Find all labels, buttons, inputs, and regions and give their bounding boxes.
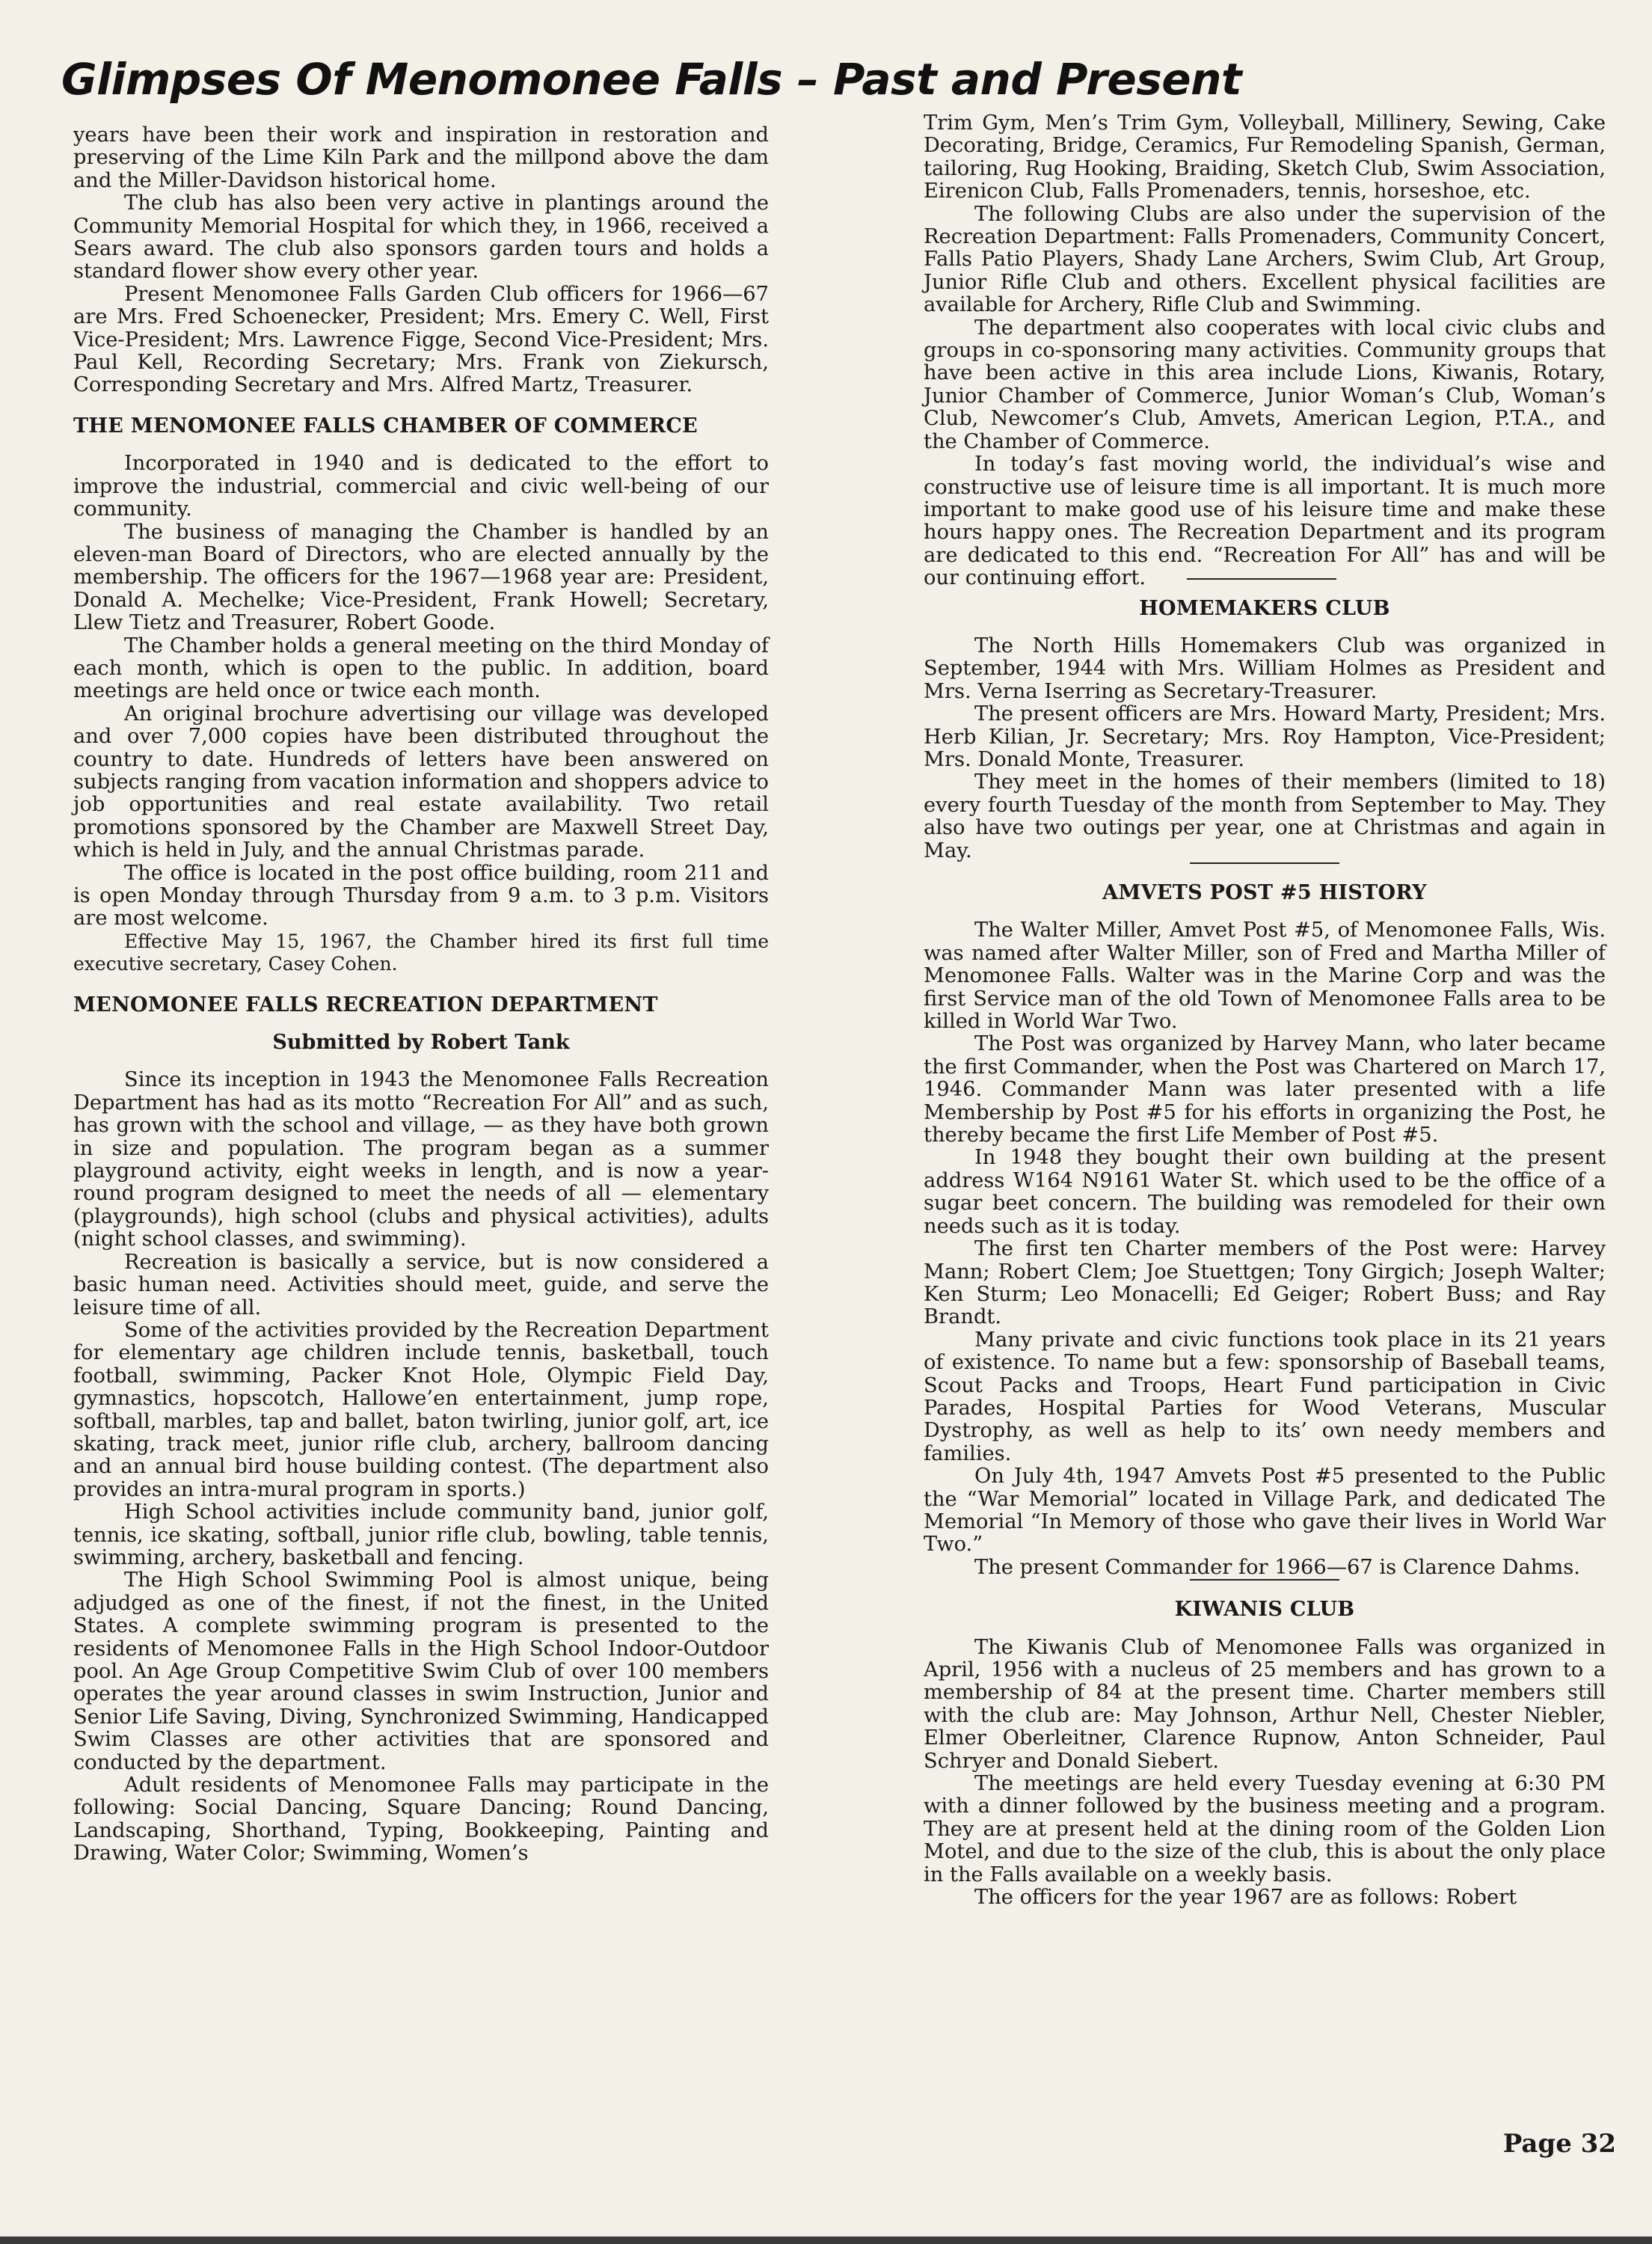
recreation-paragraph: Since its inception in 1943 the Menomonee Falls Recreation Department has had as its motto “Recreation For All” and as such, has grown with the school and village, — as they have both grown in size and population. The program began as a summer playground activity, eight weeks in length, and is now a year-round program designed to meet the needs of all — elementary (playgrounds), high school (clubs and physical activities), adults (night school classes, and swimming). bbox=[73, 1068, 769, 1251]
section-divider bbox=[1187, 578, 1336, 580]
amvets-paragraph: On July 4th, 1947 Amvets Post #5 presented to the Public the “War Memorial” located in Village Park, and dedicated The Memorial “In Memory of those who gave their lives in World War Two.” bbox=[924, 1465, 1606, 1557]
homemakers-heading: HOMEMAKERS CLUB bbox=[1139, 596, 1390, 620]
recreation-paragraph: Some of the activities provided by the Recreation Department for elementary age children include tennis, basketball, touch football, swimming, Packer Knot Hole, Olympic Field Day, gymnastics, hopscotch, Hallowe’en entertainment, jump rope, softball, marbles, tap and ballet, baton twirling, junior golf, art, ice skating, track meet, junior rifle club, archery, ballroom dancing and an annual bird house building contest. (The department also provides an intra-mural program in sports.) bbox=[73, 1318, 769, 1501]
amvets-paragraph: In 1948 they bought their own building at the present address W164 N9161 Water St. which used to be the office of a sugar beet concern. The building was remodeled for their own needs such as it is today. bbox=[924, 1146, 1606, 1238]
garden-club-paragraph: Present Menomonee Falls Garden Club officers for 1966—67 are Mrs. Fred Schoenecker, President; Mrs. Emery C. Well, First Vice-President; Mrs. Lawrence Figge, Second Vice-President; Mrs. Paul Kell, Recording Secretary; Mrs. Frank von Ziekursch, Corresponding Secretary and Mrs. Alfred Martz, Treasurer. bbox=[73, 282, 769, 397]
chamber-paragraph: An original brochure advertising our village was developed and over 7,000 copies have been distributed throughout the country to date. Hundreds of letters have been answered on subjects ranging from vacation information and shoppers advice to job opportunities and real estate availability. Two retail promotions sponsored by the Chamber are Maxwell Street Day, which is held in July, and the annual Christmas parade. bbox=[73, 702, 769, 862]
chamber-paragraph: The Chamber holds a general meeting on the third Monday of each month, which is open to the public. In addition, board meetings are held once or twice each month. bbox=[73, 634, 769, 703]
section-divider bbox=[1190, 1579, 1339, 1581]
homemakers-paragraph: The present officers are Mrs. Howard Marty, President; Mrs. Herb Kilian, Jr. Secretary; Mrs. Roy Hampton, Vice-President; Mrs. Donald Monte, Treasurer. bbox=[924, 702, 1606, 771]
chamber-paragraph: Effective May 15, 1967, the Chamber hired its first full time executive secretary, Casey Cohen. bbox=[73, 930, 769, 975]
garden-club-paragraph: The club has also been very active in plantings around the Community Memorial Hospital for which they, in 1966, received a Sears award. The club also sponsors garden tours and holds a standard flower show every other year. bbox=[73, 191, 769, 283]
homemakers-paragraph: They meet in the homes of their members (limited to 18) every fourth Tuesday of the month from September to May. They also have two outings per year, one at Christmas and again in May. bbox=[924, 770, 1606, 862]
garden-club-paragraph: years have been their work and inspiration in restoration and preserving of the Lime Kiln Park and the millpond above the dam and the Miller-Davidson historical home. bbox=[73, 123, 769, 192]
chamber-heading: THE MENOMONEE FALLS CHAMBER OF COMMERCE bbox=[73, 414, 698, 438]
section-divider bbox=[1190, 862, 1339, 864]
amvets-heading: AMVETS POST #5 HISTORY bbox=[1102, 881, 1427, 904]
page-number: Page 32 bbox=[1502, 2129, 1616, 2159]
kiwanis-paragraph: The meetings are held every Tuesday evening at 6:30 PM with a dinner followed by the business meeting and a program. They are at present held at the dining room of the Golden Lion Motel, and due to the size of the club, this is about the only place in the Falls available on a weekly basis. bbox=[924, 1772, 1606, 1886]
recreation-paragraph: The High School Swimming Pool is almost unique, being adjudged as one of the finest, if not the finest, in the United States. A complete swimming program is presented to the residents of Menomonee Falls in the High School Indoor-Outdoor pool. An Age Group Competitive Swim Club of over 100 members operates the year around classes in swim Instruction, Junior and Senior Life Saving, Diving, Synchronized Swimming, Handicapped Swim Classes are other activities that are sponsored and conducted by the department. bbox=[73, 1569, 769, 1774]
amvets-paragraph: The Post was organized by Harvey Mann, who later became the first Commander, when the Post was Chartered on March 17, 1946. Commander Mann was later presented with a life Membership by Post #5 for his efforts in organizing the Post, he thereby became the first Life Member of Post #5. bbox=[924, 1032, 1606, 1147]
kiwanis-paragraph: The officers for the year 1967 are as follows: Robert bbox=[974, 1886, 1517, 1910]
amvets-paragraph: The present Commander for 1966—67 is Clarence Dahms. bbox=[974, 1555, 1580, 1579]
chamber-paragraph: The office is located in the post office building, room 211 and is open Monday through Thursday from 9 a.m. to 3 p.m. Visitors are most welcome. bbox=[73, 861, 769, 931]
left-column bbox=[73, 124, 769, 2151]
amvets-paragraph: The Walter Miller, Amvet Post #5, of Menomonee Falls, Wis. was named after Walter Miller, son of Fred and Martha Miller of Menomonee Falls. Walter was in the Marine Corp and was the first Service man of the old Town of Menomonee Falls area to be killed in World War Two. bbox=[924, 919, 1606, 1034]
recreation-paragraph: Trim Gym, Men’s Trim Gym, Volleyball, Millinery, Sewing, Cake Decorating, Bridge, Ceramics, Fur Remodeling Spanish, German, tailoring, Rug Hooking, Braiding, Sketch Club, Swim Association, Eirenicon Club, Falls Promenaders, tennis, horseshoe, etc. bbox=[924, 111, 1606, 203]
right-column bbox=[924, 112, 1606, 2139]
page-title: Glimpses Of Menomonee Falls – Past and Present bbox=[61, 54, 1242, 105]
recreation-heading: MENOMONEE FALLS RECREATION DEPARTMENT bbox=[73, 993, 658, 1017]
recreation-paragraph: In today’s fast moving world, the individual’s wise and constructive use of leisure time is all important. It is much more important to make good use of his leisure time and make these hours happy ones. The Recreation Department and its program are dedicated to this end. “Recreation For All” has and will be our continuing effort. bbox=[924, 453, 1606, 590]
recreation-paragraph: High School activities include community band, junior golf, tennis, ice skating, softball, junior rifle club, bowling, table tennis, swimming, archery, basketball and fencing. bbox=[73, 1500, 769, 1569]
kiwanis-paragraph: The Kiwanis Club of Menomonee Falls was organized in April, 1956 with a nucleus of 25 members and has grown to a membership of 84 at the present time. Charter members still with the club are: May Johnson, Arthur Nell, Chester Niebler, Elmer Oberleitner, Clarence Rupnow, Anton Schneider, Paul Schryer and Donald Siebert. bbox=[924, 1635, 1606, 1773]
chamber-paragraph: Incorporated in 1940 and is dedicated to the effort to improve the industrial, commercial and civic well-being of our community. bbox=[73, 452, 769, 521]
amvets-paragraph: The first ten Charter members of the Post were: Harvey Mann; Robert Clem; Joe Stuettgen; Tony Girgich; Joseph Walter; Ken Sturm; Leo Monacelli; Ed Geiger; Robert Buss; and Ray Brandt. bbox=[924, 1237, 1606, 1329]
homemakers-paragraph: The North Hills Homemakers Club was organized in September, 1944 with Mrs. William Holmes as President and Mrs. Verna Iserring as Secretary-Treasurer. bbox=[924, 634, 1606, 703]
recreation-paragraph: Recreation is basically a service, but is now considered a basic human need. Activities should meet, guide, and serve the leisure time of all. bbox=[73, 1250, 769, 1319]
page-bottom-edge bbox=[0, 2237, 1652, 2244]
chamber-paragraph: The business of managing the Chamber is handled by an eleven-man Board of Directors, who are elected annually by the membership. The officers for the 1967—1968 year are: President, Donald A. Mechelke; Vice-President, Frank Howell; Secretary, Llew Tietz and Treasurer, Robert Goode. bbox=[73, 520, 769, 635]
recreation-paragraph: The following Clubs are also under the supervision of the Recreation Department: Falls Promenaders, Community Concert, Falls Patio Players, Shady Lane Archers, Swim Club, Art Group, Junior Rifle Club and others. Excellent physical facilities are available for Archery, Rifle Club and Swimming. bbox=[924, 202, 1606, 317]
recreation-paragraph: Adult residents of Menomonee Falls may participate in the following: Social Dancing, Square Dancing; Round Dancing, Landscaping, Shorthand, Typing, Bookkeeping, Painting and Drawing, Water Color; Swimming, Women’s bbox=[73, 1774, 769, 1866]
recreation-byline: Submitted by Robert Tank bbox=[272, 1031, 570, 1055]
kiwanis-heading: KIWANIS CLUB bbox=[1174, 1598, 1355, 1622]
recreation-paragraph: The department also cooperates with local civic clubs and groups in co-sponsoring many activities. Community groups that have been active in this area include Lions, Kiwanis, Rotary, Junior Chamber of Commerce, Junior Woman’s Club, Woman’s Club, Newcomer’s Club, Amvets, American Legion, P.T.A., and the Chamber of Commerce. bbox=[924, 316, 1606, 453]
amvets-paragraph: Many private and civic functions took place in its 21 years of existence. To name but a few: sponsorship of Baseball teams, Scout Packs and Troops, Heart Fund participation in Civic Parades, Hospital Parties for Wood Veterans, Muscular Dystrophy, as well as help to its’ own needy members and families. bbox=[924, 1328, 1606, 1465]
